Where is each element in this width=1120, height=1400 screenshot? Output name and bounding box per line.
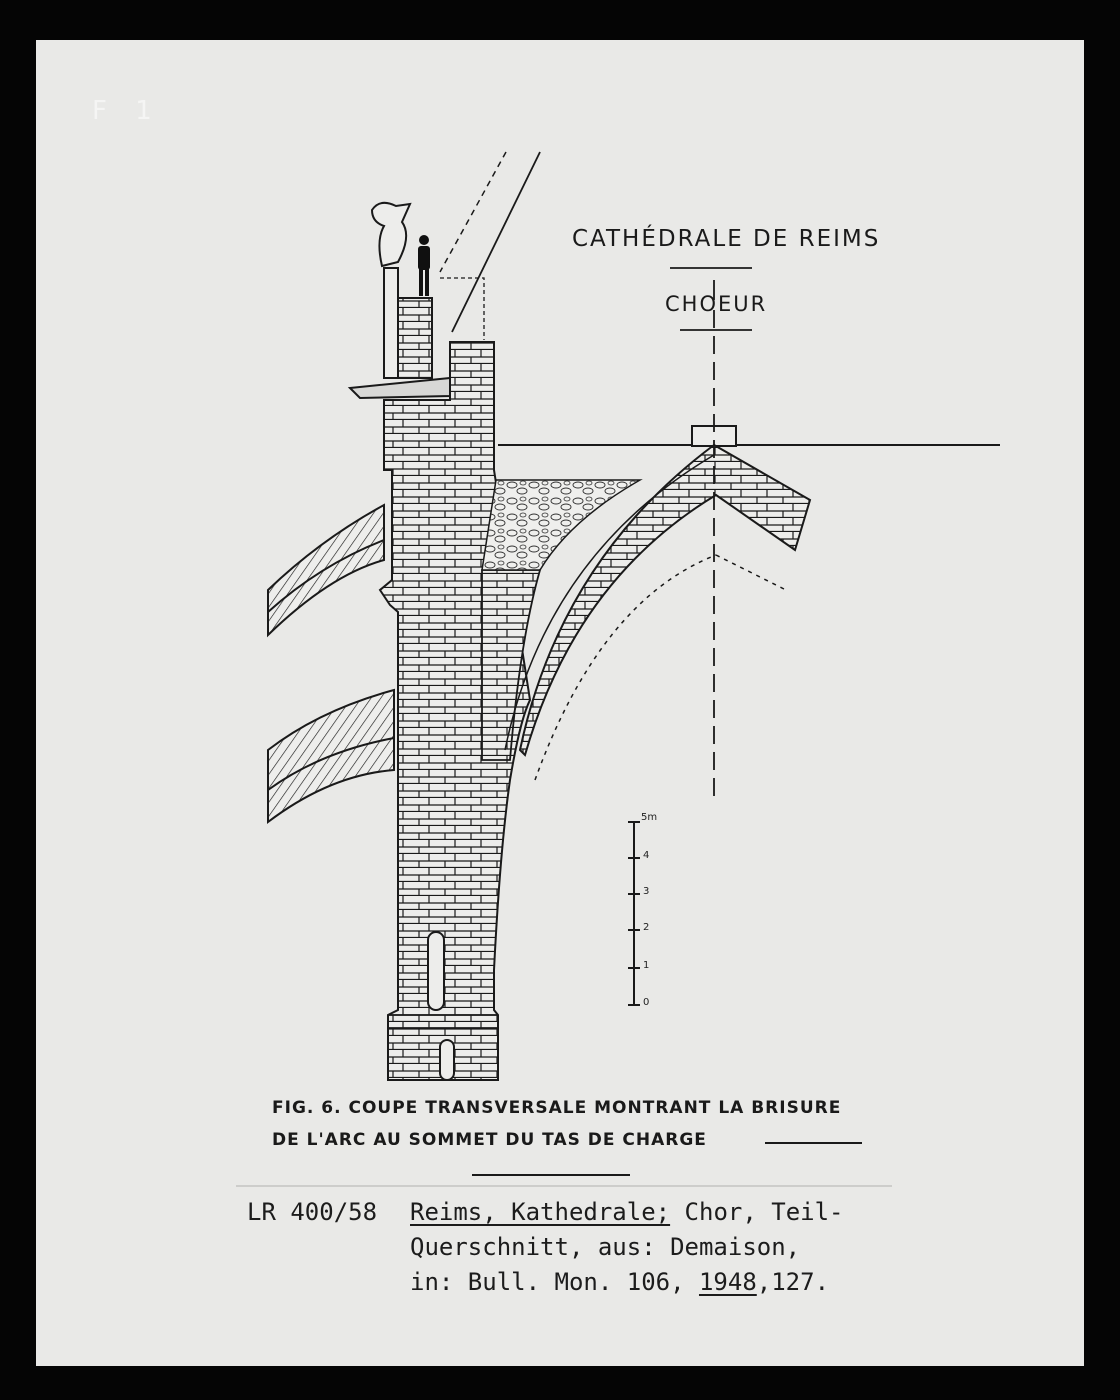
reference-year: 1948 bbox=[698, 1268, 757, 1296]
scale-unit: 5m bbox=[641, 812, 658, 823]
reference-line3 bbox=[410, 1268, 829, 1296]
figure-caption-line1: FIG. 6. COUPE TRANSVERSALE MONTRANT LA BRISURE bbox=[272, 1098, 842, 1118]
projection-lines bbox=[535, 555, 786, 780]
reference-line2: Querschnitt, aus: Demaison, bbox=[410, 1233, 801, 1261]
pinnacle bbox=[350, 268, 450, 398]
scale-tick-label: 4 bbox=[643, 850, 650, 861]
drawing-title: CATHÉDRALE DE REIMS bbox=[572, 226, 881, 252]
scale-tick-label: 3 bbox=[643, 886, 650, 897]
centre-axis bbox=[670, 268, 752, 800]
vault-top bbox=[498, 426, 1000, 446]
reference-line3-start: in: Bull. Mon. 106, bbox=[410, 1268, 699, 1296]
reference-line1-rest: Chor, Teil- bbox=[670, 1198, 844, 1226]
reference-id: LR 400/58 bbox=[247, 1198, 378, 1226]
lower-flying-buttress bbox=[268, 690, 394, 822]
drawing-subtitle: CHOEUR bbox=[665, 292, 768, 316]
reference-line3-end: ,127. bbox=[756, 1268, 830, 1296]
corner-mark: F 1 bbox=[92, 96, 162, 126]
upper-flying-buttress bbox=[268, 505, 384, 635]
scale-tick-label: 2 bbox=[643, 922, 650, 933]
human-figure bbox=[418, 235, 430, 296]
reference-line1 bbox=[410, 1198, 843, 1226]
figure-caption-line2: DE L'ARC AU SOMMET DU TAS DE CHARGE bbox=[272, 1130, 707, 1150]
reference-place: Reims, Kathedrale; bbox=[410, 1198, 671, 1226]
gargoyle bbox=[372, 203, 410, 266]
scale-bar bbox=[628, 822, 640, 1005]
scale-tick-label: 0 bbox=[643, 997, 650, 1008]
scale-tick-label: 1 bbox=[643, 960, 650, 971]
roof-lines bbox=[440, 152, 540, 340]
